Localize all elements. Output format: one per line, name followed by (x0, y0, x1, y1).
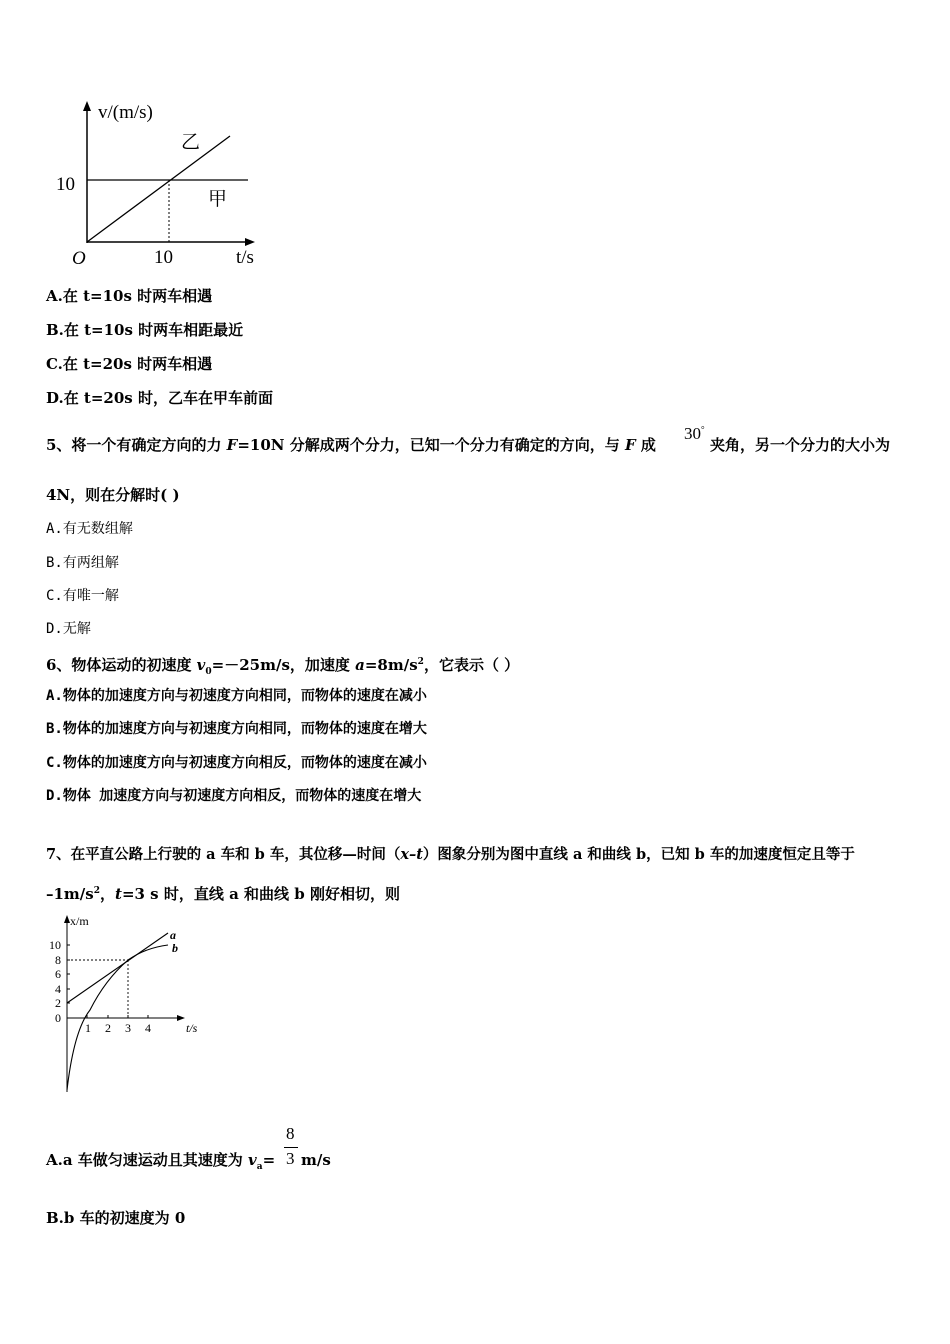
fraction-denominator: 3 (286, 1149, 295, 1168)
q7-t: t (115, 885, 122, 903)
label-jia: 甲 (208, 189, 228, 210)
q7-opta-text: A.a 车做匀速运动且其速度为 (46, 1151, 249, 1169)
fraction-numerator: 8 (286, 1124, 295, 1143)
x-axis-arrow (177, 1015, 185, 1021)
ytick-label-10: 10 (49, 938, 61, 952)
q7-comma: ， (100, 885, 116, 903)
q6-a: a (355, 656, 365, 674)
ytick-10: 10 (56, 174, 75, 195)
q7-xt: x–t (400, 846, 423, 863)
q7-opta-v: v (248, 1151, 257, 1169)
q6-option-a: A.物体的加速度方向与初速度方向相同，而物体的速度在减小 (46, 688, 427, 704)
q6-sup2: 2 (417, 657, 424, 667)
q5-option-b: B.有两组解 (46, 555, 119, 571)
q7-accel: –1m/s (46, 885, 94, 903)
ytick-label-6: 6 (55, 967, 61, 981)
q7-stem-c: =3 s 时，直线 a 和曲线 b 刚好相切，则 (121, 885, 400, 903)
label-yi: 乙 (181, 132, 201, 153)
q5-cheng: 成 (635, 436, 656, 454)
q6-option-d: D.物体 加速度方向与初速度方向相反，而物体的速度在增大 (46, 788, 422, 804)
q7-option-a (46, 1150, 275, 1177)
q7-opta-unit: m/s (301, 1151, 331, 1169)
q5-stem-c: 夹角，另一个分力的大小为 (710, 436, 891, 454)
origin-label: O (72, 248, 86, 269)
q4-option-b: B.在 t=10s 时两车相距最近 (46, 321, 244, 339)
q4-option-a: A.在 t=10s 时两车相遇 (46, 287, 213, 305)
q6-option-b: B.物体的加速度方向与初速度方向相同，而物体的速度在增大 (46, 721, 427, 737)
q7-stem-line1 (46, 845, 855, 865)
fraction-bar (284, 1147, 298, 1148)
q5-F2: F (624, 436, 636, 454)
q5-F: F (226, 436, 238, 454)
ytick-label-4: 4 (55, 982, 61, 996)
q6-stem-d: ，它表示（ ） (423, 656, 520, 674)
q5-stem-b: =10N 分解成两个分力，已知一个分力有确定的方向，与 (237, 436, 625, 454)
q6-stem-b: =－25m/s，加速度 (211, 656, 356, 674)
xtick-label-2: 2 (105, 1021, 111, 1035)
label-a: a (170, 928, 176, 942)
q5-option-a: A.有无数组解 (46, 521, 133, 537)
xt-graph (40, 910, 220, 1100)
q7-opta-sub: a (256, 1162, 263, 1172)
q5-angle (684, 424, 705, 444)
q4-option-c: C.在 t=20s 时两车相遇 (46, 355, 213, 373)
ytick-label-2: 2 (55, 996, 61, 1010)
x-axis-arrow (245, 238, 255, 246)
xlabel: t/s (236, 247, 254, 268)
xtick-10: 10 (154, 247, 173, 268)
q7-stem-a: 7、在平直公路上行驶的 a 车和 b 车，其位移—时间（ (46, 846, 401, 863)
q6-stem-c: =8m/s (364, 656, 418, 674)
q7-stem-line2 (46, 881, 400, 904)
q5-option-d: D.无解 (46, 621, 91, 637)
xtick-label-3: 3 (125, 1021, 131, 1035)
vt-graph (48, 95, 268, 275)
q4-option-d: D.在 t=20s 时，乙车在甲车前面 (46, 389, 273, 407)
xtick-label-1: 1 (85, 1021, 91, 1035)
q7-opta-eq: = (262, 1151, 276, 1169)
q5-stem-line2: 4N，则在分解时( ) (46, 486, 180, 504)
q6-stem (46, 652, 519, 682)
q5-angle-value: 30 (684, 424, 701, 443)
ylabel: x/m (70, 914, 89, 928)
q5-degree: ° (701, 424, 705, 435)
ytick-label-8: 8 (55, 953, 61, 967)
y-axis-arrow (83, 101, 91, 111)
q5-stem-a: 5、将一个有确定方向的力 (46, 436, 227, 454)
q6-v-sub: 0 (205, 667, 212, 677)
label-b: b (172, 941, 178, 955)
q7-option-b: B.b 车的初速度为 0 (46, 1209, 186, 1227)
ylabel: v/(m/s) (98, 102, 153, 123)
q6-v: v (196, 656, 206, 674)
q5-stem-line1 (46, 435, 656, 455)
line-a (67, 933, 168, 1003)
q5-option-c: C.有唯一解 (46, 588, 119, 604)
q7-stem-b: ）图象分别为图中直线 a 和曲线 b，已知 b 车的加速度恒定且等于 (422, 846, 855, 863)
q6-stem-a: 6、物体运动的初速度 (46, 656, 197, 674)
xlabel: t/s (186, 1021, 198, 1035)
ytick-label-0: 0 (55, 1011, 61, 1025)
xtick-label-4: 4 (145, 1021, 151, 1035)
q6-option-c: C.物体的加速度方向与初速度方向相反，而物体的速度在减小 (46, 755, 427, 771)
q7-sup2: 2 (93, 886, 100, 896)
